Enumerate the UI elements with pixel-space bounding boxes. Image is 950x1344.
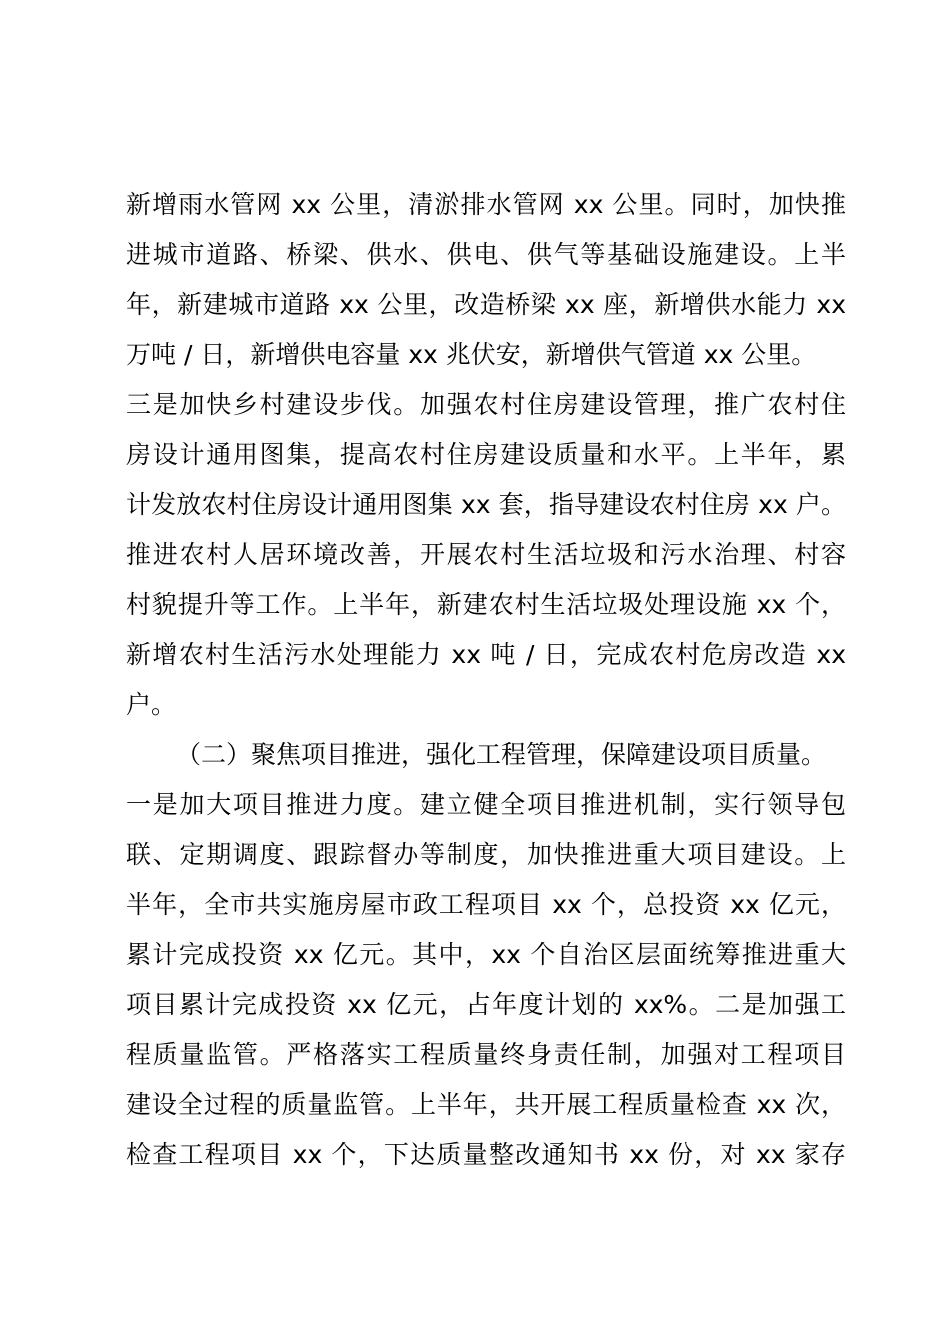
section-heading: （二）聚焦项目推进，强化工程管理，保障建设项目质量。 — [176, 740, 827, 769]
text-line: 新增农村生活污水处理能力 xx 吨 / 日，完成农村危房改造 xx — [126, 640, 846, 669]
text-line: 推进农村人居环境改善，开展农村生活垃圾和污水治理、村容 — [126, 540, 846, 569]
text-line: 累计完成投资 xx 亿元。其中，xx 个自治区层面统筹推进重大 — [126, 940, 846, 969]
text-line: 项目累计完成投资 xx 亿元，占年度计划的 xx%。二是加强工 — [126, 990, 846, 1019]
text-line: 新增雨水管网 xx 公里，清淤排水管网 xx 公里。同时，加快推 — [126, 190, 846, 219]
text-line: 户。 — [126, 690, 177, 719]
text-line: 一是加大项目推进力度。建立健全项目推进机制，实行领导包 — [126, 790, 846, 819]
text-line: 建设全过程的质量监管。上半年，共开展工程质量检查 xx 次， — [126, 1090, 846, 1119]
text-line: 村貌提升等工作。上半年，新建农村生活垃圾处理设施 xx 个， — [126, 590, 846, 619]
text-line: 年，新建城市道路 xx 公里，改造桥梁 xx 座，新增供水能力 xx — [126, 290, 846, 319]
text-line: 进城市道路、桥梁、供水、供电、供气等基础设施建设。上半 — [126, 240, 846, 269]
text-line: 程质量监管。严格落实工程质量终身责任制，加强对工程项目 — [126, 1040, 846, 1069]
text-line: 三是加快乡村建设步伐。加强农村住房建设管理，推广农村住 — [126, 390, 846, 419]
text-line: 检查工程项目 xx 个，下达质量整改通知书 xx 份，对 xx 家存 — [126, 1140, 846, 1169]
text-line: 万吨 / 日，新增供电容量 xx 兆伏安，新增供气管道 xx 公里。 — [126, 340, 817, 369]
text-line: 联、定期调度、跟踪督办等制度，加快推进重大项目建设。上 — [126, 840, 846, 869]
text-line: 房设计通用图集，提高农村住房建设质量和水平。上半年，累 — [126, 440, 846, 469]
text-line: 半年，全市共实施房屋市政工程项目 xx 个，总投资 xx 亿元， — [126, 890, 846, 919]
body-text — [126, 180, 846, 1180]
text-line: 计发放农村住房设计通用图集 xx 套，指导建设农村住房 xx 户。 — [126, 490, 846, 519]
